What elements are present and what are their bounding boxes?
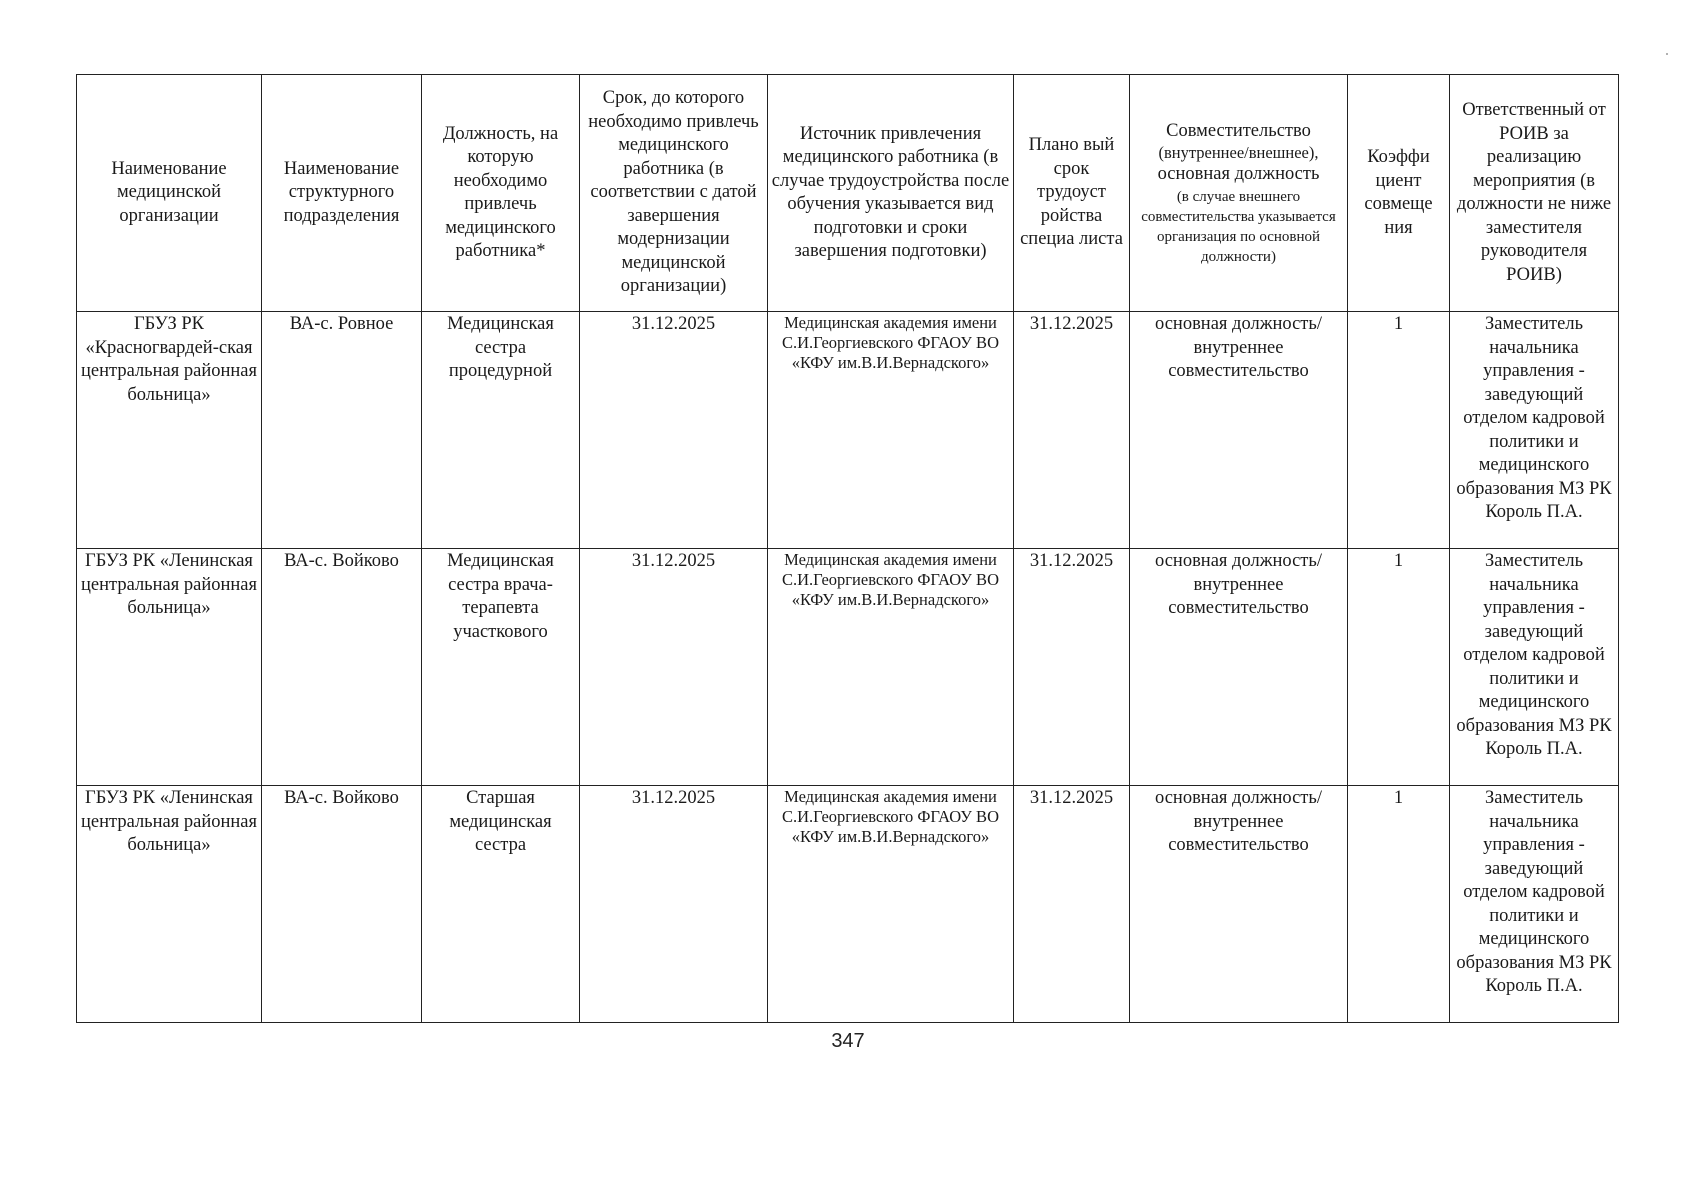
cell-combination: основная должность/ внутреннее совместительство xyxy=(1130,312,1348,549)
header-deadline: Срок, до которого необходимо привлечь медицинского работника (в соответствии с датой завершения модернизации медицинской организации) xyxy=(580,75,768,312)
cell-source: Медицинская академия имени С.И.Георгиевского ФГАОУ ВО «КФУ им.В.И.Вернадского» xyxy=(768,786,1014,1023)
header-combination: Совместительство (внутреннее/внешнее), основная должность (в случае внешнего совместительства указывается организация по основной должности) xyxy=(1130,75,1348,312)
header-position: Должность, на которую необходимо привлечь медицинского работника* xyxy=(422,75,580,312)
cell-organization: ГБУЗ РК «Ленинская центральная районная больница» xyxy=(77,549,262,786)
cell-organization: ГБУЗ РК «Ленинская центральная районная больница» xyxy=(77,786,262,1023)
cell-planned-date: 31.12.2025 xyxy=(1014,549,1130,786)
table-row xyxy=(77,786,1619,1023)
cell-organization: ГБУЗ РК «Красногвардей-ская центральная районная больница» xyxy=(77,312,262,549)
cell-source: Медицинская академия имени С.И.Георгиевского ФГАОУ ВО «КФУ им.В.И.Вернадского» xyxy=(768,549,1014,786)
header-coefficient: Коэффи циент совмеще ния xyxy=(1348,75,1450,312)
cell-coefficient: 1 xyxy=(1348,549,1450,786)
table-row xyxy=(77,312,1619,549)
cell-responsible: Заместитель начальника управления - заведующий отделом кадровой политики и медицинского образования МЗ РК Король П.А. xyxy=(1450,312,1619,549)
table-header-row xyxy=(77,75,1619,312)
cell-deadline: 31.12.2025 xyxy=(580,312,768,549)
cell-deadline: 31.12.2025 xyxy=(580,549,768,786)
header-planned-date: Плано вый срок трудоуст ройства специа листа xyxy=(1014,75,1130,312)
cell-coefficient: 1 xyxy=(1348,312,1450,549)
cell-position: Медицинская сестра процедурной xyxy=(422,312,580,549)
cell-subdivision: ВА-с. Войково xyxy=(262,549,422,786)
header-source: Источник привлечения медицинского работника (в случае трудоустройства после обучения указывается вид подготовки и сроки завершения подготовки) xyxy=(768,75,1014,312)
cell-position: Медицинская сестра врача-терапевта участкового xyxy=(422,549,580,786)
page-number: 347 xyxy=(831,1030,865,1052)
cell-planned-date: 31.12.2025 xyxy=(1014,786,1130,1023)
table-row xyxy=(77,549,1619,786)
cell-responsible: Заместитель начальника управления - заведующий отделом кадровой политики и медицинского образования МЗ РК Король П.А. xyxy=(1450,786,1619,1023)
cell-subdivision: ВА-с. Ровное xyxy=(262,312,422,549)
cell-combination: основная должность/ внутреннее совместительство xyxy=(1130,786,1348,1023)
cell-planned-date: 31.12.2025 xyxy=(1014,312,1130,549)
cell-source: Медицинская академия имени С.И.Георгиевского ФГАОУ ВО «КФУ им.В.И.Вернадского» xyxy=(768,312,1014,549)
cell-combination: основная должность/ внутреннее совместительство xyxy=(1130,549,1348,786)
cell-coefficient: 1 xyxy=(1348,786,1450,1023)
header-subdivision: Наименование структурного подразделения xyxy=(262,75,422,312)
cell-position: Старшая медицинская сестра xyxy=(422,786,580,1023)
cell-deadline: 31.12.2025 xyxy=(580,786,768,1023)
cell-subdivision: ВА-с. Войково xyxy=(262,786,422,1023)
cell-responsible: Заместитель начальника управления - заведующий отделом кадровой политики и медицинского образования МЗ РК Король П.А. xyxy=(1450,549,1619,786)
staffing-table xyxy=(76,74,1619,1023)
header-organization: Наименование медицинской организации xyxy=(77,75,262,312)
scan-speck xyxy=(1666,53,1668,55)
header-responsible: Ответственный от РОИВ за реализацию мероприятия (в должности не ниже заместителя руководителя РОИВ) xyxy=(1450,75,1619,312)
